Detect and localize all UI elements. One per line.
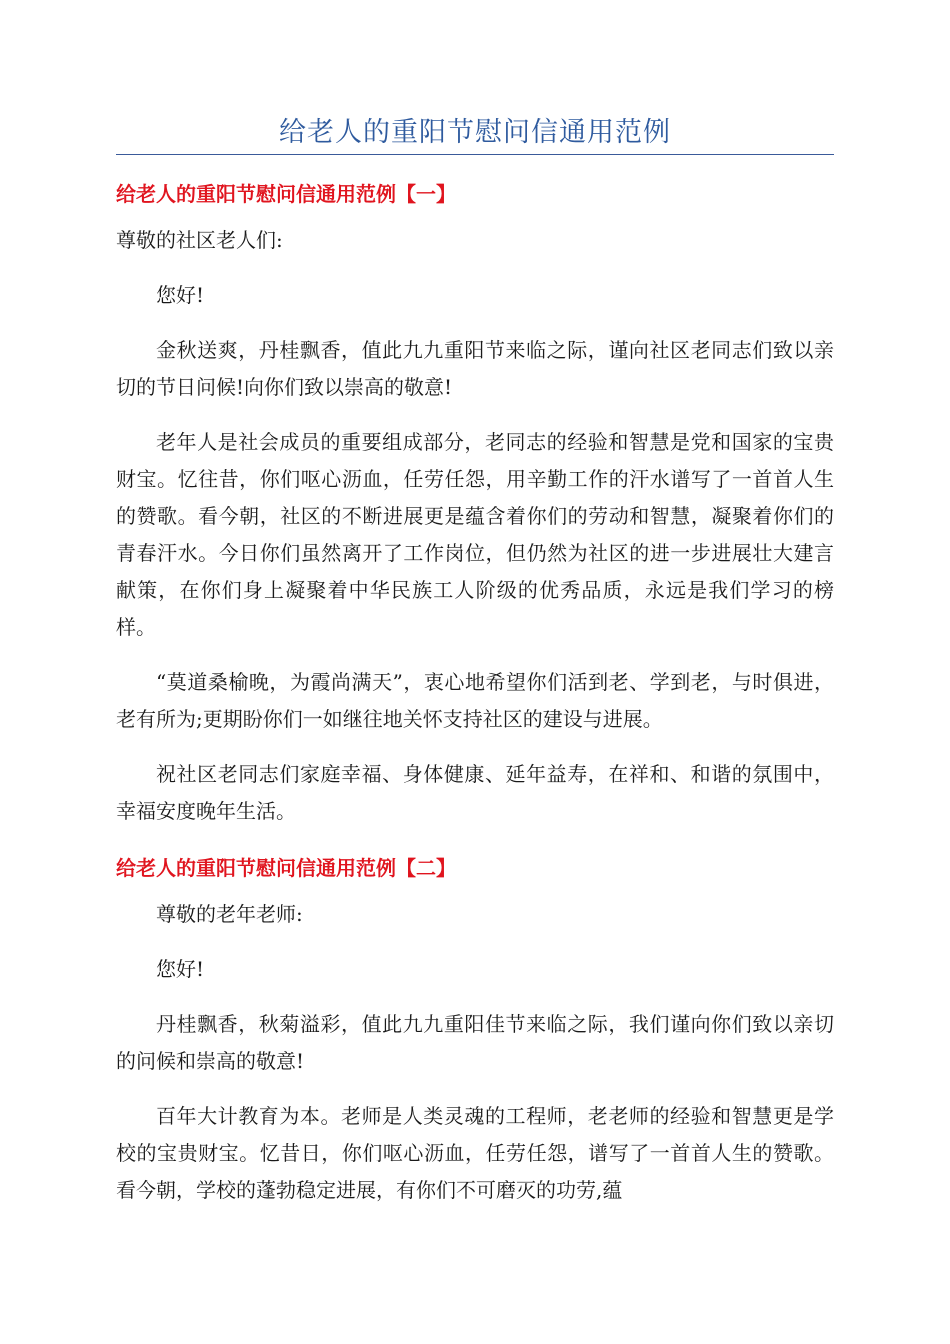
body-paragraph: “莫道桑榆晚，为霞尚满天”，衷心地希望你们活到老、学到老，与时俱进，老有所为;更期盼你们一如继往地关怀支持社区的建设与进展。 [116, 670, 834, 731]
document-body [116, 174, 834, 1209]
letter-section-1 [116, 174, 834, 830]
greeting-paragraph: 您好! [156, 283, 205, 307]
section-heading: 给老人的重阳节慰问信通用范例【一】 [116, 182, 456, 206]
greeting-paragraph: 您好! [156, 957, 205, 981]
title-underline [116, 154, 834, 155]
salutation: 尊敬的老年老师: [156, 902, 303, 926]
letter-section-2 [116, 848, 834, 1209]
body-paragraph: 金秋送爽，丹桂飘香，值此九九重阳节来临之际，谨向社区老同志们致以亲切的节日问候!向你们致以崇高的敬意! [116, 338, 834, 399]
section-heading: 给老人的重阳节慰问信通用范例【二】 [116, 856, 456, 880]
body-paragraph: 百年大计教育为本。老师是人类灵魂的工程师，老老师的经验和智慧更是学校的宝贵财宝。忆昔日，你们呕心沥血，任劳任怨，谱写了一首首人生的赞歌。看今朝，学校的蓬勃稳定进展，有你们不可磨灭的功劳,蕴 [116, 1104, 834, 1202]
body-paragraph: 丹桂飘香，秋菊溢彩，值此九九重阳佳节来临之际，我们谨向你们致以亲切的问候和崇高的敬意! [116, 1012, 834, 1073]
salutation: 尊敬的社区老人们: [116, 228, 283, 252]
document-title: 给老人的重阳节慰问信通用范例 [279, 117, 671, 148]
closing-paragraph: 祝社区老同志们家庭幸福、身体健康、延年益寿，在祥和、和谐的氛围中，幸福安度晚年生活。 [116, 762, 834, 823]
body-paragraph: 老年人是社会成员的重要组成部分，老同志的经验和智慧是党和国家的宝贵财宝。忆往昔，你们呕心沥血，任劳任怨，用辛勤工作的汗水谱写了一首首人生的赞歌。看今朝，社区的不断进展更是蕴含着你们的劳动和智慧，凝聚着你们的青春汗水。今日你们虽然离开了工作岗位，但仍然为社区的进一步进展壮大建言献策，在你们身上凝聚着中华民族工人阶级的优秀品质，永远是我们学习的榜样。 [116, 430, 834, 639]
